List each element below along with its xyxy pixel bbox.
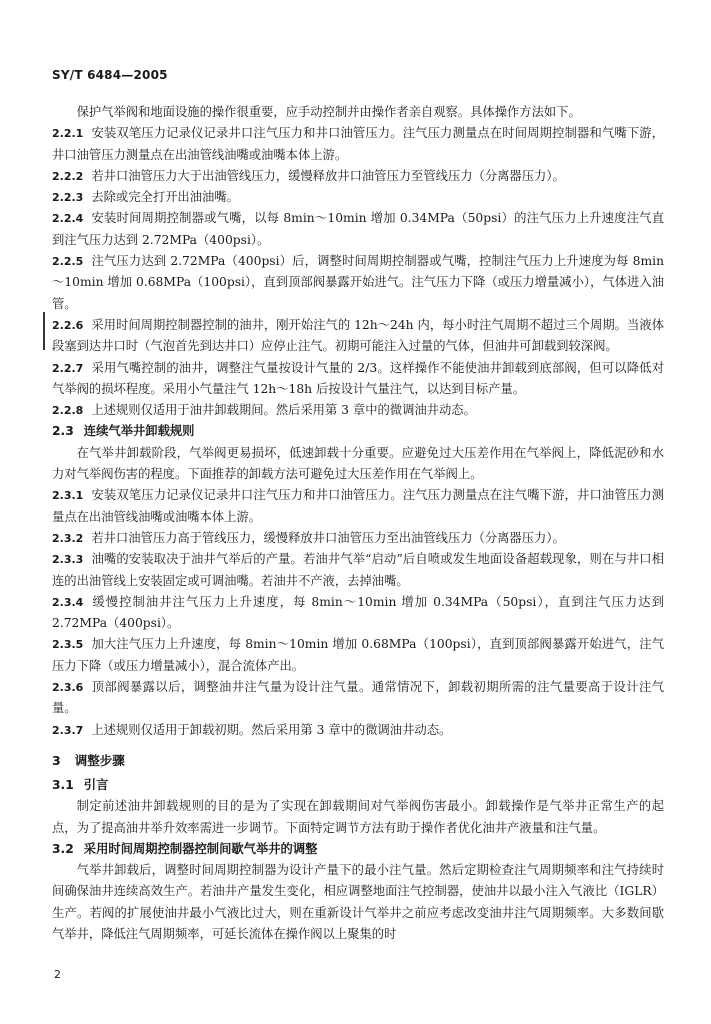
section-3-1-heading [52,775,664,796]
section-2-3-intro: 在气举井卸载阶段，气举阀更易损坏，低速卸载十分重要。应避免过大压差作用在气举阀上，降低泥砂和水力对气举阀伤害的程度。下面推荐的卸载方法可避免过大压差作用在气举阀上。 [52,445,664,482]
clause-2-3-1 [52,485,664,528]
clause-number: 2.3.1 [52,489,84,503]
standard-code-header: SY/T 6484—2005 [52,68,168,82]
clause-2-3-6 [52,677,664,720]
chapter-title: 调整步骤 [74,752,125,768]
clause-2-3-2 [52,528,664,549]
section-number: 3.1 [52,777,74,792]
chapter-3-heading [52,750,664,771]
clause-number: 2.2.6 [52,318,84,332]
chapter-number: 3 [52,752,61,768]
clause-2-3-4 [52,592,664,635]
clause-2-3-3 [52,549,664,592]
clause-text: 上述规则仅适用于油井卸载期间。然后采用第 3 章中的微调油井动态。 [91,403,476,418]
change-bar [43,312,45,350]
clause-text: 安装双笔压力记录仪记录井口注气压力和井口油管压力。注气压力测量点在注气嘴下游，井口油管压力测量点在出油管线油嘴或油嘴本体上游。 [52,488,664,524]
clause-number: 2.3.5 [52,638,84,652]
clause-2-2-7 [52,358,664,401]
clause-text: 安装双笔压力记录仪记录井口注气压力和井口油管压力。注气压力测量点在时间周期控制器和气嘴下游，井口油管压力测量点在出油管线油嘴或油嘴本体上游。 [52,126,664,162]
clause-text: 顶部阀暴露以后，调整油井注气量为设计注气量。通常情况下，卸载初期所需的注气量要高于设计注气量。 [52,680,664,716]
clause-text: 采用气嘴控制的油井，调整注气量按设计气量的 2/3。这样操作不能使油井卸载到底部阀，但可以降低对气举阀的损坏程度。采用小气量注气 12h～18h 后按设计气量注气，以达到目标产量。 [52,360,664,396]
clause-text: 若井口油管压力高于管线压力，缓慢释放井口油管压力至出油管线压力（分离器压力）。 [91,530,565,545]
clause-2-2-3 [52,187,664,208]
clause-number: 2.3.7 [52,723,84,737]
clause-number: 2.3.4 [52,595,84,609]
clause-2-3-7 [52,720,664,741]
section-3-2-heading [52,839,664,860]
clause-text: 油嘴的安装取决于油井气举后的产量。若油井气举“启动”后自喷或发生地面设备超载现象，则在与井口相连的出油管线上安装固定或可调油嘴。若油井不产液，去掉油嘴。 [52,552,664,588]
document-body [52,102,664,945]
clause-number: 2.2.5 [52,255,84,269]
clause-text: 采用时间周期控制器控制的油井，刚开始注气的 12h～24h 内，每小时注气周期不超过三个周期。当液体段塞到达井口时（气泡首先到达井口）应停止注气。初期可能注入过量的气体，但油井可卸载到较深阀。 [52,317,664,354]
clause-number: 2.2.7 [52,361,84,375]
clause-number: 2.3.6 [52,681,84,695]
section-title: 引言 [83,777,109,792]
section-title: 连续气举井卸载规则 [83,424,195,439]
clause-2-2-2 [52,166,664,187]
clause-number: 2.3.3 [52,553,84,567]
clause-text: 注气压力达到 2.72MPa（400psi）后，调整时间周期控制器或气嘴，控制注气压力上升速度为每 8min～10min 增加 0.68MPa（100psi），直到顶部阀暴露开始进气。注气压力下降（或压力增量减小），气体进入油管。 [52,254,664,311]
section-number: 2.3 [52,424,74,439]
clause-text: 安装时间周期控制器或气嘴，以每 8min～10min 增加 0.34MPa（50psi）的注气压力上升速度注气直到注气压力达到 2.72MPa（400psi）。 [52,211,664,247]
clause-2-2-4 [52,208,664,251]
page-number: 2 [54,968,61,981]
intro-paragraph: 保护气举阀和地面设施的操作很重要，应手动控制并由操作者亲自观察。具体操作方法如下。 [76,105,581,119]
clause-text: 若井口油管压力大于出油管线压力，缓慢释放井口油管压力至管线压力（分离器压力）。 [91,168,565,183]
clause-2-2-1 [52,123,664,166]
clause-text: 去除或完全打开出油油嘴。 [91,190,239,205]
section-number: 3.2 [52,841,74,856]
clause-number: 2.2.1 [52,127,84,141]
clause-number: 2.3.2 [52,531,84,545]
clause-text: 加大注气压力上升速度，每 8min～10min 增加 0.68MPa（100psi），直到顶部阀暴露开始进气，注气压力下降（或压力增量减小），混合流体产出。 [52,637,664,673]
section-title: 采用时间周期控制器控制间歇气举井的调整 [83,841,318,856]
clause-number: 2.2.2 [52,169,84,183]
section-3-2-text: 气举井卸载后，调整时间周期控制器为设计产量下的最小注气量。然后定期检查注气周期频率和注气持续时间确保油井连续高效生产。若油井产量发生变化，相应调整地面注气控制器，使油井以最小注入气液比（IGLR）生产。若阀的扩展使油井最小气液比过大，则在重新设计气举井之前应考虑改变油井注气周期频率。大多数间歇气举井，降低注气周期频率，可延长流体在操作阀以上聚集的时 [52,863,664,941]
clause-number: 2.2.8 [52,404,84,418]
section-3-1-text: 制定前述油井卸载规则的目的是为了实现在卸载期间对气举阀伤害最小。卸载操作是气举井正常生产的起点，为了提高油井举升效率需进一步调节。下面特定调节方法有助于操作者优化油井产液量和注气量。 [52,799,664,835]
clause-2-3-5 [52,634,664,677]
clause-2-2-5 [52,251,664,315]
clause-text: 上述规则仅适用于卸载初期。然后采用第 3 章中的微调油井动态。 [91,722,452,737]
clause-number: 2.2.4 [52,212,84,226]
clause-2-2-8 [52,400,664,421]
clause-number: 2.2.3 [52,191,84,205]
clause-text: 缓慢控制油井注气压力上升速度，每 8min～10min 增加 0.34MPa（50psi），直到注气压力达到 2.72MPa（400psi）。 [52,594,664,631]
clause-2-2-6 [52,315,664,358]
section-2-3-heading [52,421,664,442]
